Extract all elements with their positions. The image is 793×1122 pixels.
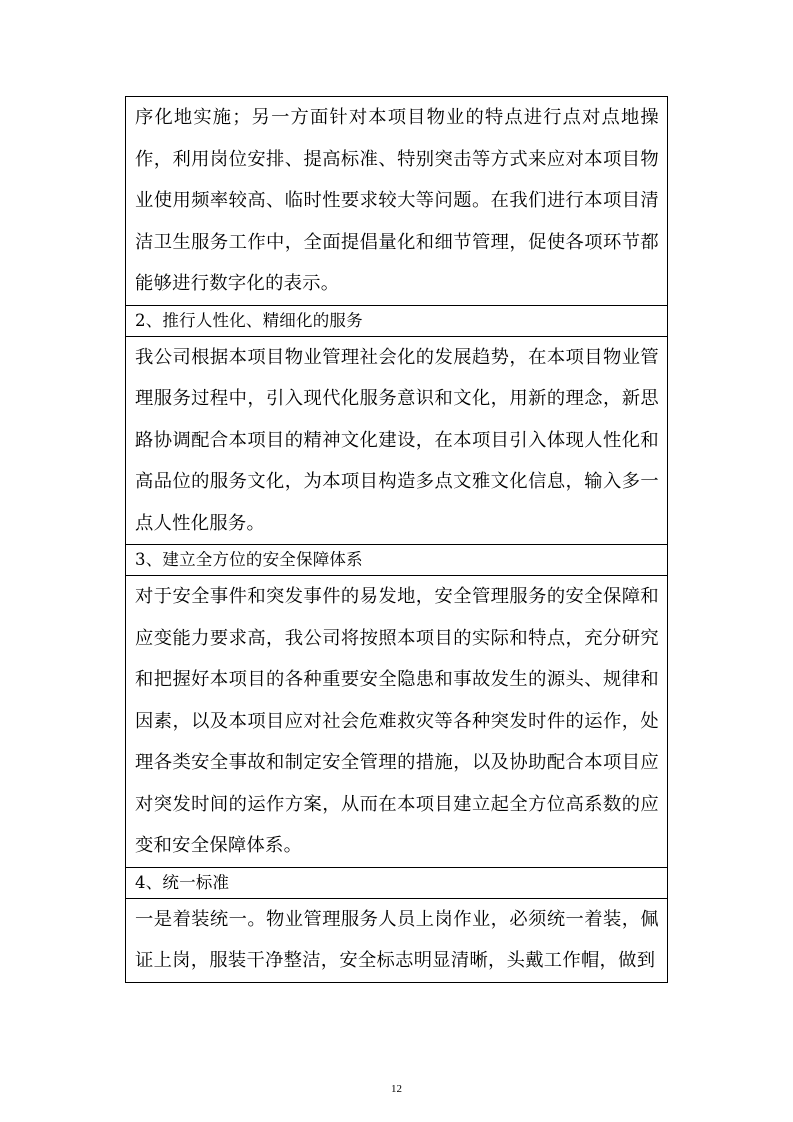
paragraph-cleaning-continued: 序化地实施；另一方面针对本项目物业的特点进行点对点地操作，利用岗位安排、提高标准、特别突击等方式来应对本项目物业使用频率较高、临时性要求较大等问题。在我们进行本项目清洁卫生服务工作中，全面提倡量化和细节管理，促使各项环节都能够进行数字化的表示。	[125, 96, 668, 306]
content-table	[125, 96, 668, 983]
paragraph-unified-standard: 一是着装统一。物业管理服务人员上岗作业，必须统一着装，佩证上岗，服装干净整洁，安全标志明显清晰，头戴工作帽，做到	[125, 899, 668, 983]
heading-unified-standard: 4、统一标准	[125, 868, 668, 899]
page-number: 12	[391, 1083, 402, 1095]
paragraph-security-system: 对于安全事件和突发事件的易发地，安全管理服务的安全保障和应变能力要求高，我公司将按照本项目的实际和特点，充分研究和把握好本项目的各种重要安全隐患和事故发生的源头、规律和因素，以及本项目应对社会危难救灾等各种突发时件的运作，处理各类安全事故和制定安全管理的措施，以及协助配合本项目应对突发时间的运作方案，从而在本项目建立起全方位高系数的应变和安全保障体系。	[125, 576, 668, 868]
heading-humanized-service: 2、推行人性化、精细化的服务	[125, 306, 668, 337]
heading-security-system: 3、建立全方位的安全保障体系	[125, 545, 668, 576]
paragraph-humanized-service: 我公司根据本项目物业管理社会化的发展趋势，在本项目物业管理服务过程中，引入现代化服务意识和文化，用新的理念，新思路协调配合本项目的精神文化建设，在本项目引入体现人性化和高品位的服务文化，为本项目构造多点文雅文化信息，输入多一点人性化服务。	[125, 337, 668, 546]
